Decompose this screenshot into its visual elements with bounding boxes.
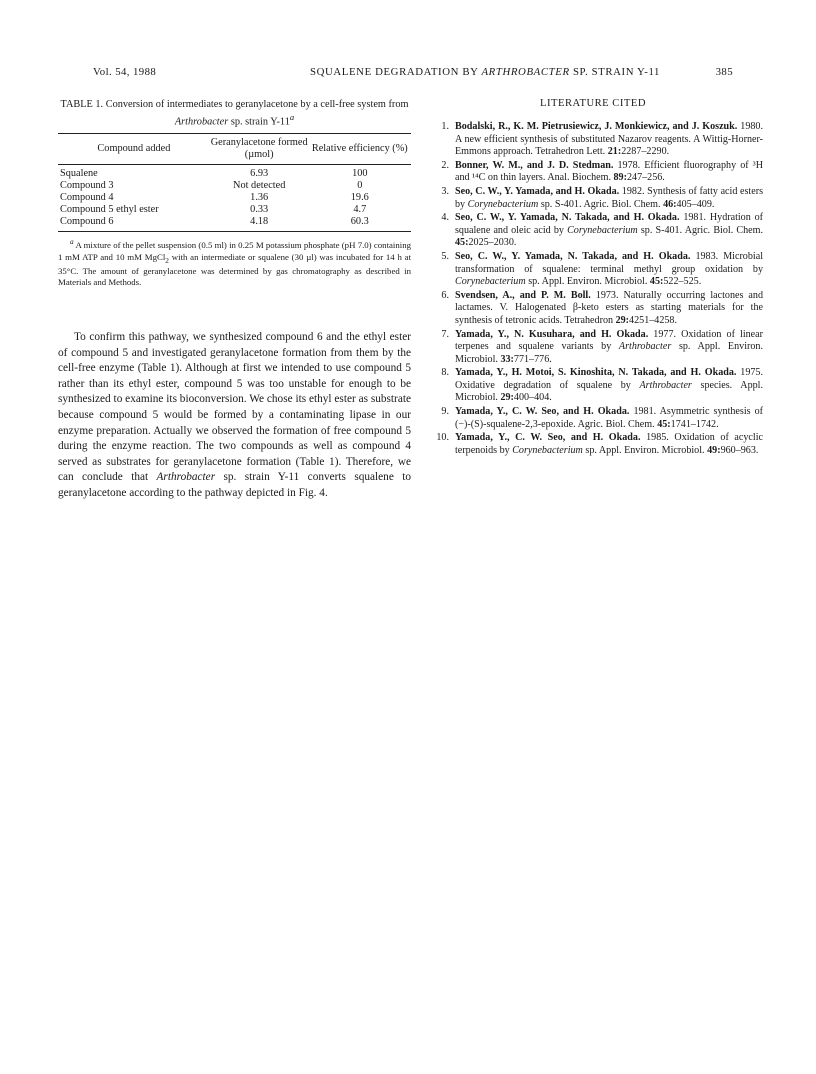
ref-number: 7. bbox=[441, 328, 449, 340]
ref-number: 10. bbox=[436, 432, 449, 444]
cell-geranylacetone: 1.36 bbox=[250, 192, 269, 204]
table-row bbox=[58, 165, 411, 181]
body-text-b: sp. strain Y-11 converts squalene to geranylacetone according to the pathway depicted in Fig. 4. bbox=[58, 471, 411, 499]
ref-text: 1977. Oxidation of linear terpenes and squalene variants by bbox=[455, 328, 763, 353]
ref-number: 5. bbox=[441, 250, 449, 262]
ref-pages: 771–776. bbox=[513, 353, 552, 365]
running-title-genus: ARTHROBACTER bbox=[481, 66, 570, 78]
cell-geranylacetone: 0.33 bbox=[250, 204, 269, 216]
ref-authors: Bodalski, R., K. M. Pietrusiewicz, J. Monkiewicz, and J. Koszuk. bbox=[455, 121, 738, 132]
caption-tail: sp. strain Y-11 bbox=[230, 116, 290, 128]
ref-number: 1. bbox=[441, 121, 449, 132]
ref-pages: 405–409. bbox=[676, 198, 715, 210]
footnote-mark: a bbox=[70, 237, 74, 247]
ref-volume: 45: bbox=[657, 418, 671, 430]
ref-text: 1983. Microbial transformation of squalene: terminal methyl group oxidation by bbox=[455, 250, 763, 275]
ref-text-2: sp. Appl. Environ. Microbiol. bbox=[528, 276, 648, 288]
ref-text: 1982. Synthesis of fatty acid esters by bbox=[455, 185, 763, 210]
ref-genus: Corynebacterium bbox=[467, 198, 539, 210]
cell-efficiency: 19.6 bbox=[350, 192, 369, 204]
reference-item bbox=[423, 212, 763, 250]
ref-pages: 522–525. bbox=[663, 276, 702, 288]
running-header bbox=[93, 66, 733, 82]
reference-item bbox=[423, 251, 763, 289]
table-1-block bbox=[58, 98, 411, 289]
cell-geranylacetone: Not detected bbox=[233, 180, 286, 192]
ref-volume: 45: bbox=[649, 276, 664, 288]
ref-genus: Corynebacterium bbox=[567, 224, 638, 236]
ref-text: 1981. Asymmetric synthesis of (−)-(S)-squalene-2,3-epoxide. Agric. Biol. Chem. bbox=[455, 406, 763, 430]
caption-genus: Arthrobacter bbox=[174, 116, 229, 128]
reference-item bbox=[423, 367, 763, 405]
section-title: LITERATURE CITED bbox=[540, 98, 646, 109]
caption-footnote-mark: a bbox=[289, 112, 295, 122]
table-footnote bbox=[58, 236, 411, 288]
ref-number: 4. bbox=[441, 212, 449, 224]
ref-authors: Yamada, Y., C. W. Seo, and H. Okada. bbox=[455, 406, 630, 418]
ref-volume: 29: bbox=[500, 392, 514, 404]
ref-pages: 2287–2290. bbox=[621, 146, 670, 158]
reference-item bbox=[423, 406, 763, 431]
ref-text-2: sp. S-401. Agric. Biol. Chem. bbox=[540, 198, 661, 210]
reference-item bbox=[423, 432, 763, 457]
ref-pages: 4251–4258. bbox=[629, 314, 677, 326]
ref-volume: 45: bbox=[455, 237, 469, 249]
body-genus: Arthrobacter bbox=[156, 471, 216, 484]
ref-text-2: sp. Appl. Environ. Microbiol. bbox=[455, 341, 763, 365]
ref-pages: 2025–2030. bbox=[468, 237, 517, 249]
ref-authors: Bonner, W. M., and J. D. Stedman. bbox=[455, 159, 614, 171]
ref-pages: 247–256. bbox=[626, 172, 665, 184]
cell-efficiency: 100 bbox=[352, 168, 368, 180]
ref-authors: Seo, C. W., Y. Yamada, N. Takada, and H. Okada. bbox=[455, 212, 680, 224]
ref-number: 9. bbox=[441, 406, 449, 418]
reference-item bbox=[423, 186, 763, 211]
ref-pages: 960–963. bbox=[720, 444, 759, 456]
literature-cited bbox=[423, 98, 763, 458]
ref-volume: 49: bbox=[707, 444, 721, 456]
ref-authors: Yamada, Y., N. Kusuhara, and H. Okada. bbox=[455, 328, 649, 340]
ref-number: 2. bbox=[441, 159, 449, 171]
ref-volume: 89: bbox=[613, 172, 627, 184]
ref-pages: 400–404. bbox=[513, 392, 552, 404]
ref-volume: 33: bbox=[500, 353, 514, 365]
reference-item bbox=[423, 121, 763, 159]
table-caption bbox=[58, 98, 411, 128]
cell-efficiency: 4.7 bbox=[353, 204, 367, 216]
col-header-compound: Compound added bbox=[97, 143, 171, 155]
ref-text-2: sp. Appl. Environ. Microbiol. bbox=[585, 444, 705, 456]
col-header-geranylacetone: Geranylacetone formed (µmol) bbox=[210, 137, 308, 161]
table-row bbox=[58, 180, 411, 192]
running-title bbox=[310, 66, 660, 78]
ref-number: 3. bbox=[441, 185, 449, 197]
table-header-row bbox=[58, 134, 411, 165]
caption-lead: TABLE 1. Conversion of intermediates to geranylacetone by a cell-free system from bbox=[60, 99, 409, 110]
footnote-subscript: 2 bbox=[165, 255, 169, 265]
page-number: 385 bbox=[715, 66, 733, 78]
table-row bbox=[58, 204, 411, 216]
ref-text: 1981. Hydration of squalene and oleic acid by bbox=[455, 212, 764, 236]
cell-geranylacetone: 6.93 bbox=[250, 168, 269, 180]
cell-compound: Compound 6 bbox=[60, 216, 114, 228]
ref-text: 1975. Oxidative degradation of squalene by bbox=[455, 367, 763, 391]
running-title-suffix: SP. STRAIN Y-11 bbox=[572, 66, 661, 78]
ref-authors: Yamada, Y., C. W. Seo, and H. Okada. bbox=[455, 432, 641, 444]
cell-efficiency: 60.3 bbox=[350, 216, 369, 228]
ref-genus: Corynebacterium bbox=[512, 444, 583, 456]
ref-genus: Arthrobacter bbox=[639, 379, 692, 391]
ref-authors: Seo, C. W., Y. Yamada, N. Takada, and H. Okada. bbox=[455, 250, 691, 262]
reference-list bbox=[423, 121, 763, 457]
ref-volume: 46: bbox=[663, 198, 677, 210]
footnote-text-a: A mixture of the pellet suspension (0.5 ml) in 0.25 M potassium phosphate (pH 7.0) containing 1 mM ATP and 10 mM MgCl bbox=[58, 240, 412, 262]
cell-compound: Compound 3 bbox=[60, 180, 114, 192]
reference-item bbox=[423, 290, 763, 328]
cell-efficiency: 0 bbox=[357, 180, 363, 192]
ref-text: 1973. Naturally occurring lactones and lactames. V. Halogenated β-keto esters as starting materials for the synthesis of tetronic acids. Tetrahedron bbox=[455, 289, 763, 326]
table-row bbox=[58, 192, 411, 204]
running-title-prefix: SQUALENE DEGRADATION BY bbox=[310, 66, 479, 78]
body-text-a: To confirm this pathway, we synthesized compound 6 and the ethyl ester of compound 5 and investigated geranylacetone formation from them by the cell-free enzyme (Table 1). Although at first we intended to use compound 5 rather than its ethyl ester, compound 5 was too unstable for enough to be synthesized to examine its bioconversion. We chose its ethyl ester as substrate because compound 5 would be formed by a contaminating lipase in our enzyme preparation. Actually we observed the formation of free compound 5 during the enzyme reaction. The two compounds as well as compound 4 served as substrates for geranylacetone formation (Table 1). Therefore, we can conclude that bbox=[58, 331, 411, 484]
cell-geranylacetone: 4.18 bbox=[250, 216, 269, 228]
col-header-efficiency: Relative efficiency (%) bbox=[311, 143, 408, 155]
ref-text: 1980. A new efficient synthesis of substituted Nazarov reagents. A Wittig-Horner-Emmons approach. Tetrahedron Lett. bbox=[455, 121, 763, 158]
ref-authors: Seo, C. W., Y. Yamada, and H. Okada. bbox=[455, 185, 620, 197]
table-row bbox=[58, 216, 411, 232]
journal-volume: Vol. 54, 1988 bbox=[93, 66, 157, 78]
data-table bbox=[58, 133, 411, 232]
ref-text-2: species. Appl. Microbiol. bbox=[455, 379, 763, 404]
ref-genus: Arthrobacter bbox=[618, 341, 672, 353]
ref-text: 1985. Oxidation of acyclic terpenoids by bbox=[455, 432, 763, 456]
ref-genus: Corynebacterium bbox=[455, 276, 526, 288]
reference-item bbox=[423, 329, 763, 367]
ref-text: 1978. Efficient fluorography of ³H and ¹⁴C on thin layers. Anal. Biochem. bbox=[455, 159, 764, 184]
ref-text-2: sp. S-401. Agric. Biol. Chem. bbox=[640, 224, 763, 236]
ref-volume: 21: bbox=[607, 146, 622, 158]
ref-number: 6. bbox=[441, 289, 449, 301]
ref-volume: 29: bbox=[615, 314, 630, 326]
body-paragraph bbox=[58, 330, 411, 502]
ref-authors: Yamada, Y., H. Motoi, S. Kinoshita, N. Takada, and H. Okada. bbox=[455, 367, 737, 379]
ref-number: 8. bbox=[441, 367, 449, 379]
cell-compound: Compound 5 ethyl ester bbox=[60, 204, 159, 216]
footnote-text-b: with an intermediate or squalene (30 µl) was incubated for 14 h at 35°C. The amount of geranylacetone was determined by gas chromatography as described in Materials and Methods. bbox=[58, 251, 412, 288]
ref-pages: 1741–1742. bbox=[670, 418, 719, 430]
cell-compound: Compound 4 bbox=[60, 192, 114, 204]
ref-authors: Svendsen, A., and P. M. Boll. bbox=[455, 289, 591, 301]
cell-compound: Squalene bbox=[60, 168, 98, 180]
reference-item bbox=[423, 160, 763, 185]
